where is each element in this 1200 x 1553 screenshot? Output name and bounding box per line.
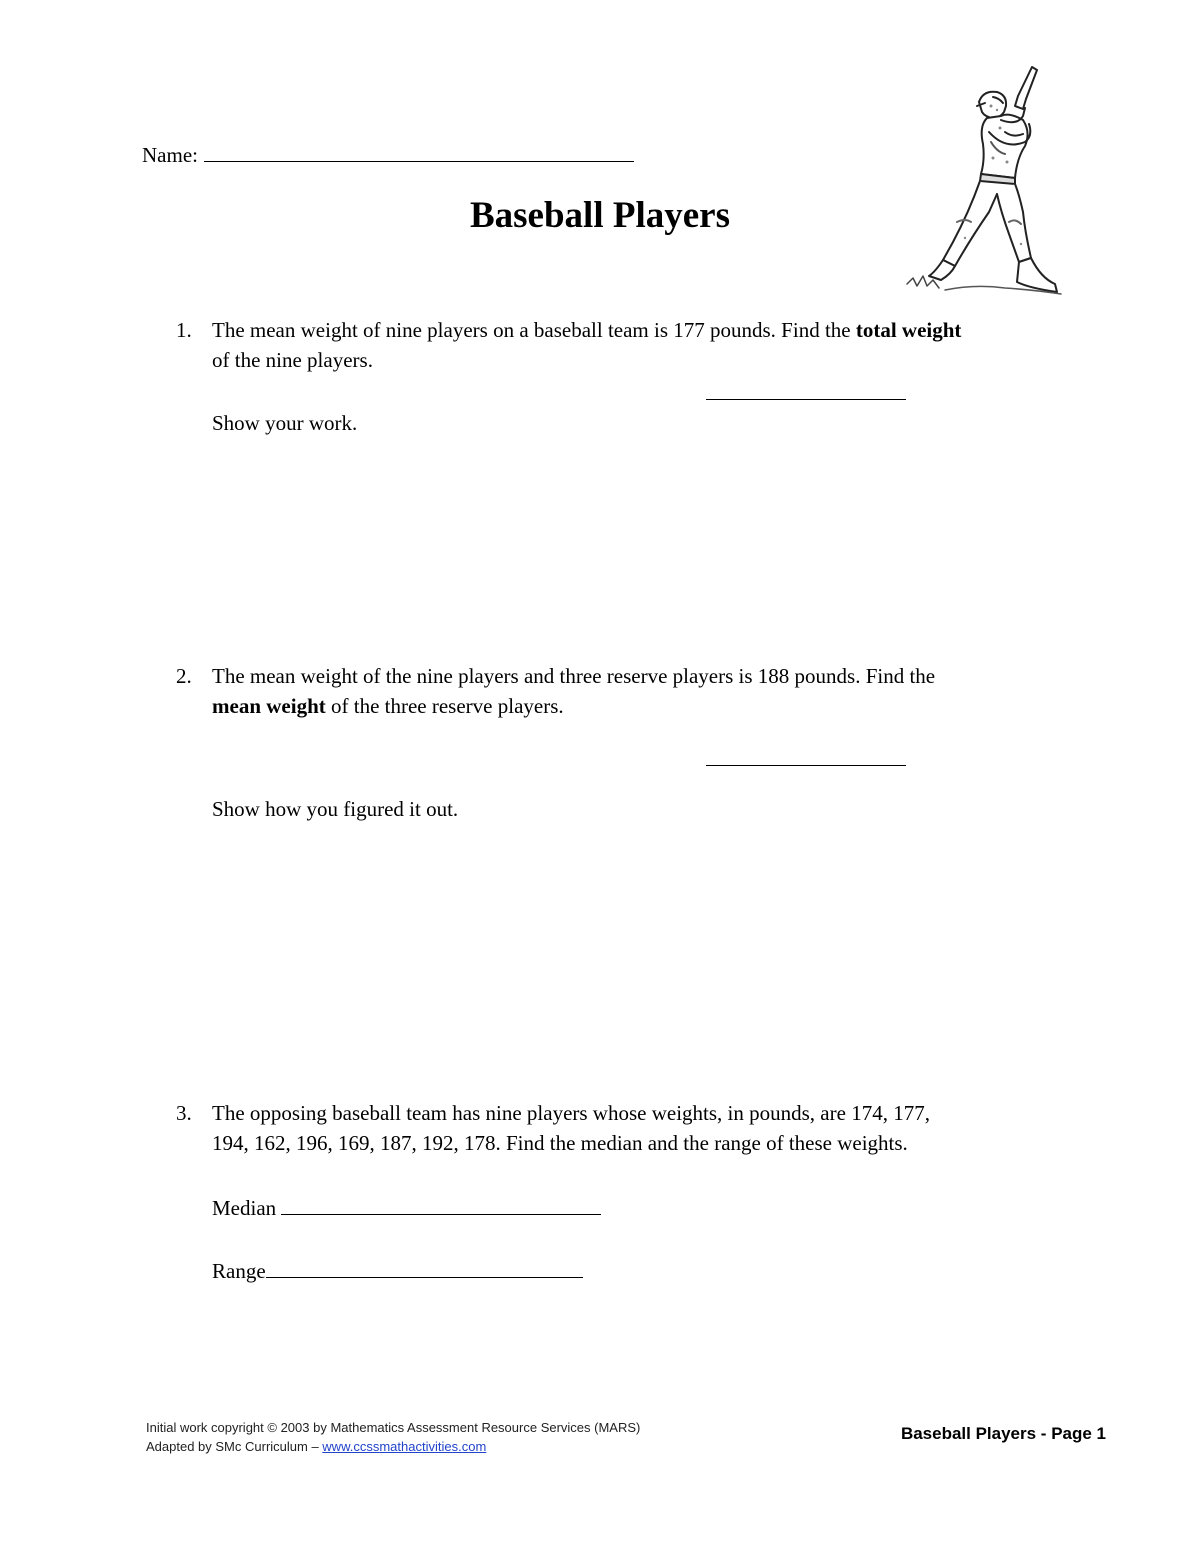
question-3-line1: The opposing baseball team has nine players whose weights, in pounds, are 174, 177, <box>212 1101 930 1125</box>
adapted-text: Adapted by SMc Curriculum – <box>146 1439 323 1454</box>
question-2-bold: mean weight <box>212 694 326 718</box>
page-title: Baseball Players <box>469 195 730 236</box>
footer-credits <box>146 1418 640 1456</box>
question-3-text <box>212 1103 1072 1154</box>
question-2-prompt: Show how you figured it out. <box>212 797 459 821</box>
question-1-number: 1. <box>176 318 192 342</box>
question-3-line2: 194, 162, 196, 169, 187, 192, 178. Find the median and the range of these weights. <box>212 1131 908 1155</box>
median-answer-line[interactable] <box>281 1196 601 1215</box>
website-link[interactable]: www.ccssmathactivities.com <box>322 1439 487 1454</box>
median-row <box>212 1196 1072 1219</box>
question-3-number: 3. <box>176 1101 192 1125</box>
question-2-number: 2. <box>176 664 192 688</box>
question-1-line1: The mean weight of nine players on a baseball team is 177 pounds. Find the <box>212 318 856 342</box>
name-field[interactable] <box>204 143 634 162</box>
page-number: Baseball Players - Page 1 <box>900 1424 1106 1443</box>
question-1-answer-line[interactable] <box>706 399 906 400</box>
question-2-line2: of the three reserve players. <box>325 694 564 718</box>
name-label: Name: <box>142 143 198 167</box>
question-2-text <box>212 666 1072 717</box>
question-1-bold: total weight <box>855 318 962 342</box>
range-label: Range <box>212 1259 266 1283</box>
name-row <box>142 143 634 166</box>
question-2-line1: The mean weight of the nine players and three reserve players is 188 pounds. Find the <box>212 664 936 688</box>
question-1-prompt: Show your work. <box>212 411 358 435</box>
median-label: Median <box>212 1196 282 1220</box>
question-1-line2: of the nine players. <box>212 348 373 372</box>
adapted-line <box>146 1437 640 1456</box>
question-2-answer-line[interactable] <box>706 765 906 766</box>
copyright-text: Initial work copyright © 2003 by Mathematics Assessment Resource Services (MARS) <box>146 1420 641 1435</box>
question-1-text <box>212 320 1072 371</box>
range-row <box>212 1259 1072 1282</box>
baseball-batter-illustration <box>905 62 1065 297</box>
range-answer-line[interactable] <box>266 1259 583 1278</box>
